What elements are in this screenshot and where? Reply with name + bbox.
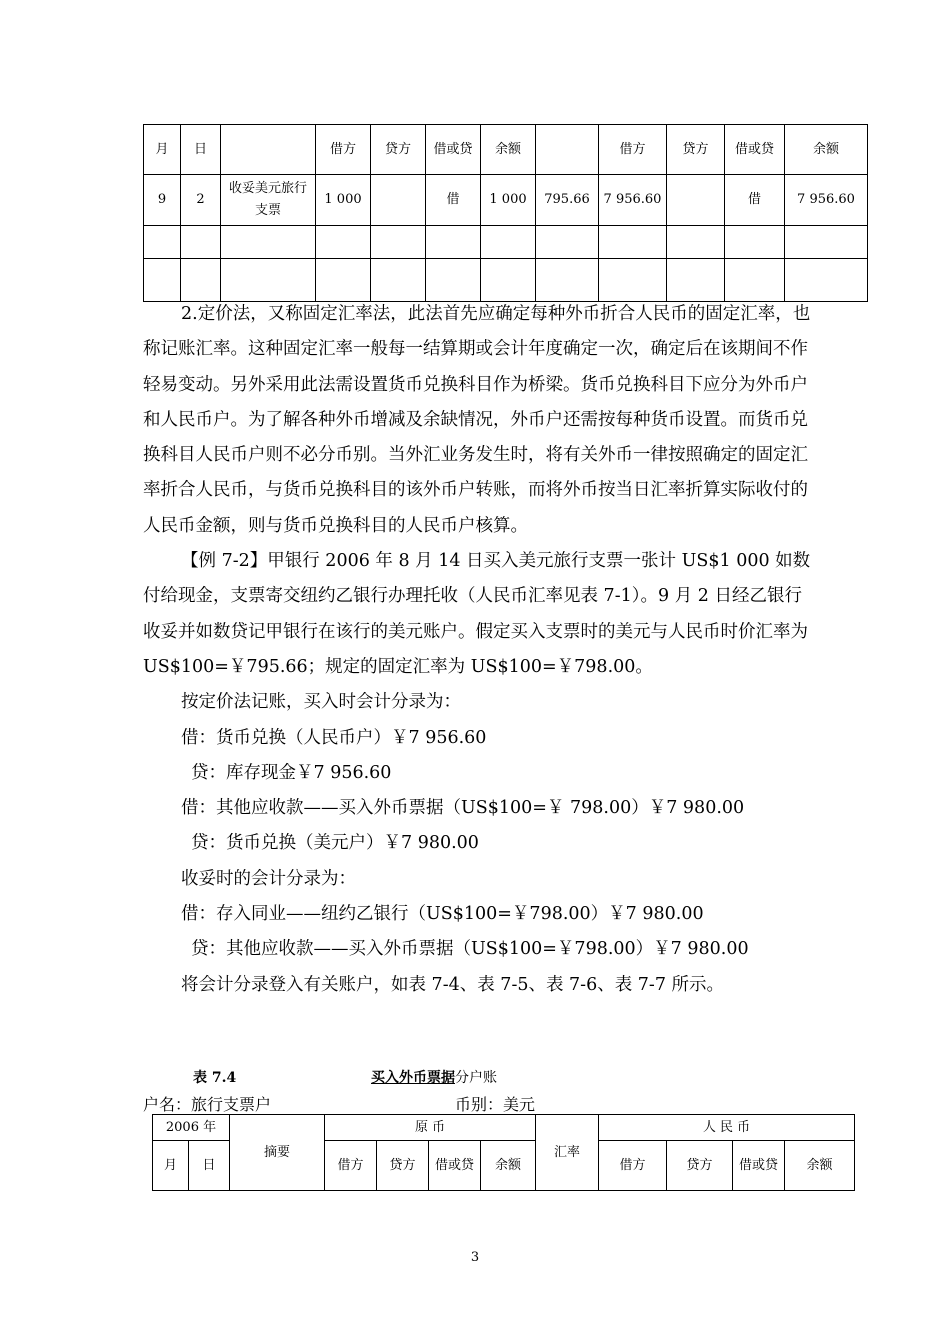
header-balance: 余额 xyxy=(785,1141,855,1191)
header-cell: 月 xyxy=(144,125,181,175)
table-header-row xyxy=(153,1115,855,1141)
header-rmb: 人 民 币 xyxy=(599,1115,855,1141)
journal-entry: 贷：货币兑换（美元户）￥7 980.00 xyxy=(191,833,479,854)
top-ledger-table xyxy=(143,124,868,302)
cell: 795.66 xyxy=(536,175,599,226)
header-summary: 摘要 xyxy=(230,1115,325,1191)
paragraph-fixed-rate-method: 2.定价法，又称固定汇率法，此法首先应确定每种外币折合人民币的固定汇率，也称记账汇率。这种固定汇率一般每一结算期或会计年度确定一次，确定后在该期间不作轻易变动。另外采用此法需设置货币兑换科目作为桥梁。货币兑换科目下应分为外币户和人民币户。为了解各种外币增减及余缺情况，外币户还需按每种货币设置。而货币兑换科目人民币户则不必分币别。当外汇业务发生时，将有关外币一律按照确定的固定汇率折合人民币，与货币兑换科目的该外币户转账，而将外币按当日汇率折算实际收付的人民币金额，则与货币兑换科目的人民币户核算。 xyxy=(143,304,811,536)
caption-title-rest: 分户账 xyxy=(455,1070,497,1086)
journal-entry: 借：货币兑换（人民币户）￥7 956.60 xyxy=(181,727,487,748)
account-name: 户名：旅行支票户 xyxy=(143,1095,272,1114)
paragraph-collection-entries: 收妥时的会计分录为： xyxy=(181,868,356,889)
paragraph-intro-entries: 按定价法记账，买入时会计分录为： xyxy=(181,692,461,713)
cell: 7 956.60 xyxy=(599,175,667,226)
cell xyxy=(371,175,426,226)
header-cell: 贷方 xyxy=(667,125,725,175)
table-header-row xyxy=(144,125,868,175)
header-cell: 借或贷 xyxy=(725,125,785,175)
body-text xyxy=(143,297,813,1003)
journal-entry: 借：存入同业——纽约乙银行（US$100=￥798.00）￥7 980.00 xyxy=(181,904,704,925)
cell: 借 xyxy=(725,175,785,226)
cell: 7 956.60 xyxy=(785,175,868,226)
cell: 9 xyxy=(144,175,181,226)
table-caption-title xyxy=(371,1067,497,1087)
header-cell: 借或贷 xyxy=(426,125,481,175)
table-caption-label: 表 7.4 xyxy=(193,1070,237,1086)
header-cell: 贷方 xyxy=(371,125,426,175)
cell: 1 000 xyxy=(316,175,371,226)
header-debit-or-credit: 借或贷 xyxy=(429,1141,481,1191)
header-debit: 借方 xyxy=(599,1141,667,1191)
currency-type: 币别：美元 xyxy=(455,1095,536,1114)
header-rate: 汇率 xyxy=(536,1115,599,1191)
header-credit: 贷方 xyxy=(667,1141,733,1191)
header-year: 2006 年 xyxy=(153,1115,230,1141)
header-day: 日 xyxy=(189,1141,230,1191)
header-cell: 借方 xyxy=(599,125,667,175)
caption-title-bold: 买入外币票据 xyxy=(371,1070,455,1086)
header-month: 月 xyxy=(153,1141,189,1191)
header-cell xyxy=(536,125,599,175)
header-cell xyxy=(221,125,316,175)
table-row xyxy=(144,175,868,226)
cell: 1 000 xyxy=(481,175,536,226)
bottom-ledger-table xyxy=(152,1114,855,1191)
paragraph-example: 【例 7-2】甲银行 2006 年 8 月 14 日买入美元旅行支票一张计 US$1 000 如数付给现金，支票寄交纽约乙银行办理托收（人民币汇率见表 7-1）。9 月 2 日经乙银行收妥并如数贷记甲银行在该行的美元账户。假定买入支票时的美元与人民币时价汇率为 US$100=￥795.66；规定的固定汇率为 US$100=￥798.00。 xyxy=(143,551,811,677)
header-balance: 余额 xyxy=(481,1141,536,1191)
table-row-empty xyxy=(144,259,868,302)
table-row-empty xyxy=(144,226,868,259)
journal-entry: 借：其他应收款——买入外币票据（US$100=￥ 798.00）￥7 980.00 xyxy=(181,798,745,819)
page-number: 3 xyxy=(470,1250,480,1265)
cell: 借 xyxy=(426,175,481,226)
journal-entry: 贷：库存现金￥7 956.60 xyxy=(191,762,392,783)
journal-entry: 贷：其他应收款——买入外币票据（US$100=￥798.00）￥7 980.00 xyxy=(191,939,749,960)
cell: 2 xyxy=(181,175,221,226)
header-cell: 余额 xyxy=(481,125,536,175)
header-debit-or-credit: 借或贷 xyxy=(733,1141,785,1191)
header-cell: 借方 xyxy=(316,125,371,175)
cell xyxy=(667,175,725,226)
header-debit: 借方 xyxy=(325,1141,377,1191)
header-cell: 日 xyxy=(181,125,221,175)
cell: 收妥美元旅行支票 xyxy=(221,175,316,226)
header-original-currency: 原 币 xyxy=(325,1115,536,1141)
header-cell: 余额 xyxy=(785,125,868,175)
header-credit: 贷方 xyxy=(377,1141,429,1191)
paragraph-tables-reference: 将会计分录登入有关账户，如表 7-4、表 7-5、表 7-6、表 7-7 所示。 xyxy=(181,974,725,995)
